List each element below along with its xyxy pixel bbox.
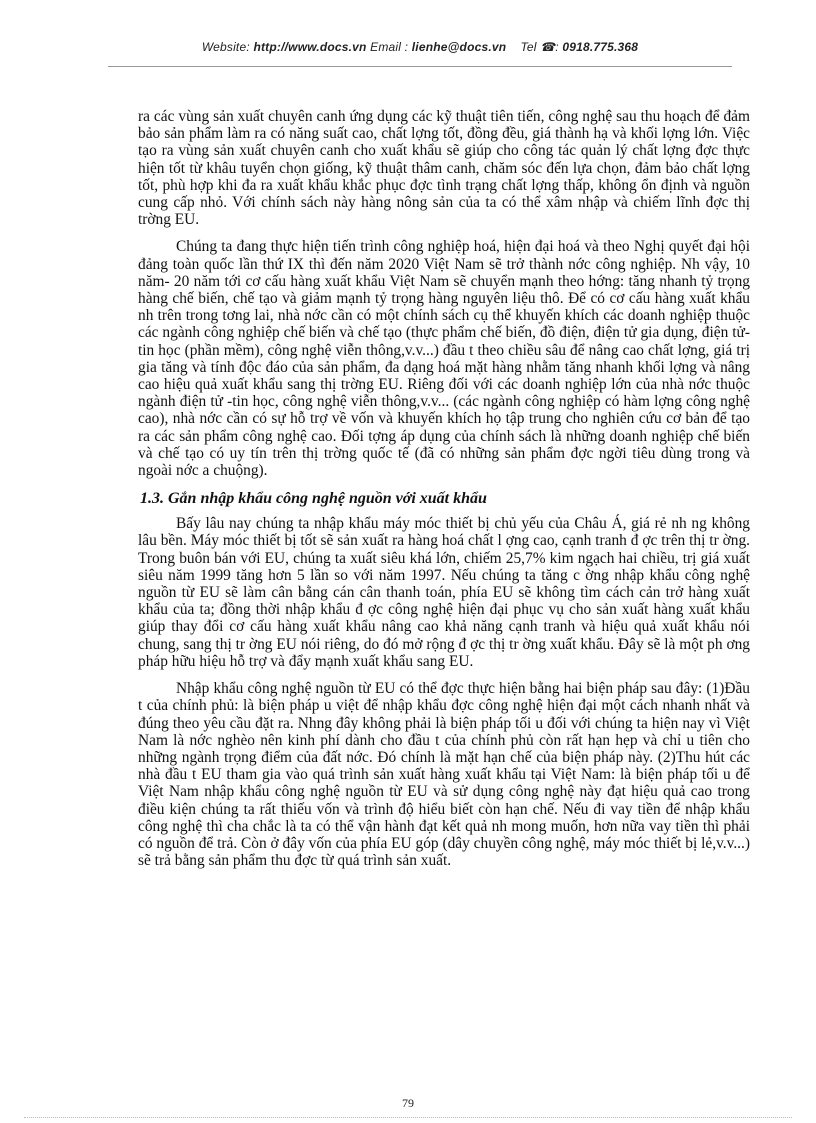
email-label: Email : [370,40,409,54]
document-body [138,108,750,879]
email-value[interactable]: lienhe@docs.vn [411,40,507,54]
page-header [120,40,720,62]
paragraph: Bấy lâu nay chúng ta nhập khẩu máy móc thiết bị chủ yếu của Châu Á, giá rẻ nh ng không lâu bền. Máy móc thiết bị tốt sẽ sản xuất ra hàng hoá chất l ợng cao, cạnh tranh đ ợc trên thị tr ờng. Trong buôn bán với EU, chúng ta xuất siêu khá lớn, chiếm 25,7% kim ngạch hai chiều, trị giá xuất siêu năm 1999 tăng hơn 5 lần so với năm 1997. Nếu chúng ta tăng c ờng nhập khẩu công nghệ nguồn từ EU sẽ làm cân bằng cán cân thanh toán, phía EU sẽ không tìm cách cản trở hàng xuất khẩu của ta; đồng thời nhập khẩu đ ợc công nghệ hiện đại phục vụ cho sản xuất hàng xuất khẩu giúp thay đổi cơ cấu hàng xuất khẩu nâng cao khả năng cạnh tranh và hiệu quả xuất khẩu nói chung, sang thị tr ờng EU nói riêng, do đó mở rộng đ ợc thị tr ờng xuất khẩu. Đây sẽ là một ph ơng pháp hữu hiệu hỗ trợ và đẩy mạnh xuất khẩu sang EU. [138,515,750,670]
website-url[interactable]: http://www.docs.vn [253,40,367,54]
section-heading: 1.3. Gắn nhập khẩu công nghệ nguồn với xuất khẩu [140,490,487,508]
paragraph: Nhập khẩu công nghệ nguồn từ EU có thể đợc thực hiện bằng hai biện pháp sau đây: (1)Đầu t của chính phủ: là biện pháp u việt để nhập khẩu đợc công nghệ hiện đại một cách nhanh nhất và đúng theo yêu cầu đặt ra. Nhng đây không phải là biện pháp tối u đối với chúng ta hiện nay vì Việt Nam là nớc nghèo nên kinh phí dành cho đầu t của chính phủ còn rất hạn hẹp và chỉ u tiên cho những ngành trọng điểm của đất nớc. Đó chính là mặt hạn chế của biện pháp này. (2)Thu hút các nhà đầu t EU tham gia vào quá trình sản xuất hàng xuất khẩu tại Việt Nam: là biện pháp tối u để Việt Nam nhập khẩu công nghệ nguồn từ EU và sử dụng công nghệ này đạt hiệu quả cao trong điều kiện chúng ta rất thiếu vốn và trình độ hiểu biết còn hạn chế. Nếu đi vay tiền để nhập khẩu công nghệ thì cha chắc là ta có thể vận hành đạt kết quả nh mong muốn, hơn nữa vay tiền thì phải có nguồn để trả. Còn ở đây vốn của phía EU góp (dây chuyền công nghệ, máy móc thiết bị lẻ,v.v...) sẽ trả bằng sản phẩm thu đợc từ quá trình sản xuất. [138,680,750,870]
paragraph: ra các vùng sản xuất chuyên canh ứng dụng các kỹ thuật tiên tiến, công nghệ sau thu hoạch để đảm bảo sản phẩm làm ra có năng suất cao, chất lợng tốt, đồng đều, giá thành hạ và khối lợng lớn. Việc tạo ra vùng sản xuất chuyên canh cho xuất khẩu sẽ giúp cho công tác quản lý chất lợng đợc thực hiện tốt từ khâu tuyển chọn giống, kỹ thuật thâm canh, chăm sóc đến lựa chọn, đảm bảo chất lợng tốt, phù hợp khi đa ra xuất khẩu khắc phục đợc tình trạng chất lợng thấp, không ổn định và nguồn cung cấp nhỏ. Với chính sách này hàng nông sản của ta có thể xâm nhập và chiếm lĩnh đợc thị trờng EU. [138,108,750,229]
tel-label: Tel ☎: [520,40,559,54]
header-divider [108,66,732,67]
website-label: Website: [201,40,250,54]
page-number: 79 [402,1096,414,1110]
footer-divider [24,1117,792,1118]
paragraph: Chúng ta đang thực hiện tiến trình công nghiệp hoá, hiện đại hoá và theo Nghị quyết đại hội đảng toàn quốc lần thứ IX thì đến năm 2020 Việt Nam sẽ trở thành nớc công nghiệp. Nh vậy, 10 năm- 20 năm tới cơ cấu hàng xuất khẩu Việt Nam sẽ chuyển mạnh theo hớng: tăng nhanh tỷ trọng hàng chế biến, chế tạo và giảm mạnh tỷ trọng hàng nguyên liệu thô. Để có cơ cấu hàng xuất khẩu nh trên trong tơng lai, nhà nớc cần có một chính sách cụ thể khuyến khích các doanh nghiệp thuộc các ngành công nghiệp chế biến và chế tạo (thực phẩm chế biến, đồ điện, điện tử gia dụng, điện tử- tin học (phần mềm), công nghệ viễn thông,v.v...) đầu t theo chiều sâu để nâng cao chất lợng, giá trị gia tăng và tính độc đáo của sản phẩm, đa dạng hoá mặt hàng nhằm tăng nhanh khối lợng và nâng cao hiệu quả xuất khẩu sang thị trờng EU. Riêng đối với các doanh nghiệp lớn của nhà nớc thuộc ngành điện tử -tin học, công nghệ viễn thông,v.v... (các ngành công nghiệp có hàm lợng công nghệ cao), nhà nớc cần có sự hỗ trợ về vốn và khuyến khích họ tập trung cho nghiên cứu cơ bản để tạo ra các sản phẩm công nghệ cao. Đối tợng áp dụng của chính sách là những doanh nghiệp chế biến và chế tạo có uy tín trên thị trờng quốc tế (đã có những sản phẩm đợc ngời tiêu dùng trong và ngoài nớc a chuộng). [138,238,750,480]
tel-value: 0918.775.368 [562,40,639,54]
